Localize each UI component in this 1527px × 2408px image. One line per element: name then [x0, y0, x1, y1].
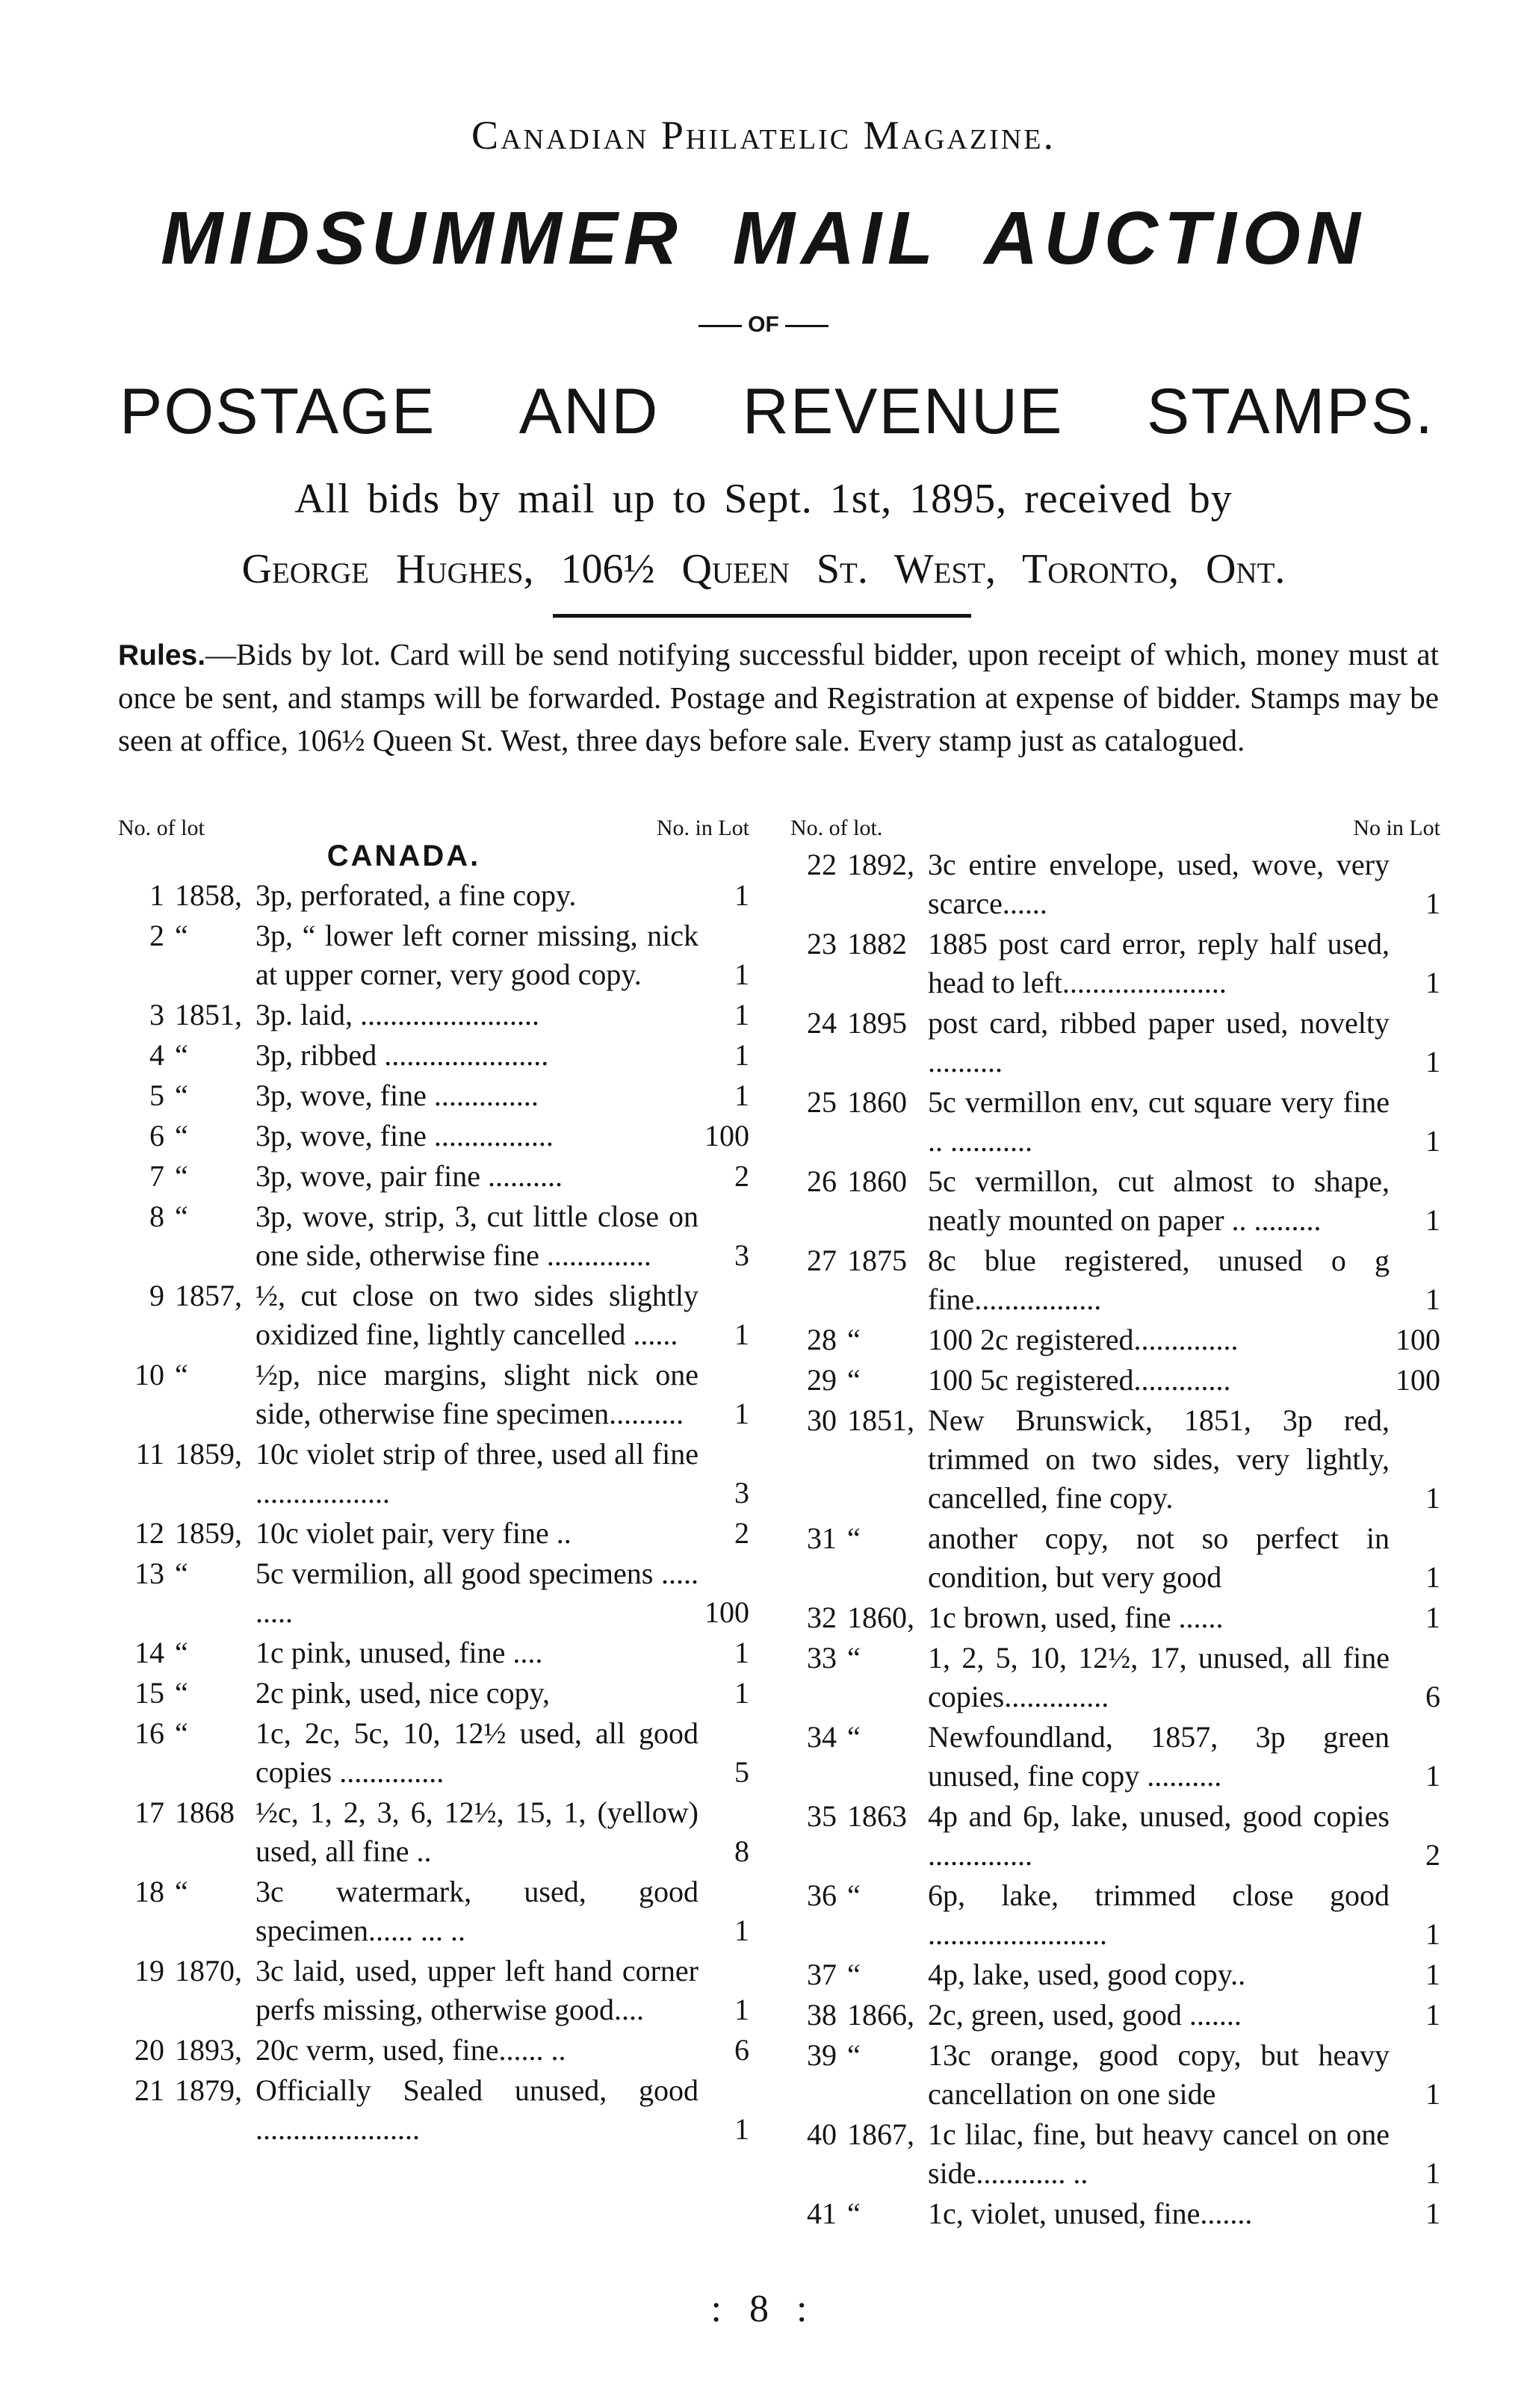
lot-quantity: 1: [1425, 2077, 1440, 2111]
lot-description: 13c orange, good copy, but heavy cancellation on one side: [928, 2038, 1390, 2111]
lot-year: “: [175, 1079, 188, 1112]
lot-description: 1, 2, 5, 10, 12½, 17, unused, all fine copies..............: [928, 1641, 1390, 1713]
lot-description: Officially Sealed unused, good ......................: [255, 2073, 699, 2146]
bids-address-line: George Hughes, 106½ Queen St. West, Toronto, Ont.: [241, 546, 1286, 592]
lot-year: “: [847, 2038, 861, 2072]
lot-year: “: [175, 1875, 188, 1908]
lot-number: 16: [134, 1716, 164, 1750]
dash-right: [785, 325, 828, 327]
lot-year: “: [175, 1716, 188, 1750]
lot-quantity: 1: [1425, 1917, 1440, 1951]
lot-row: [790, 2115, 1440, 2193]
lot-description: ½, cut close on two sides slightly oxidized fine, lightly cancelled ......: [255, 1279, 699, 1351]
lot-year: “: [847, 2197, 861, 2230]
lot-quantity: 1: [1425, 1759, 1440, 1793]
lot-description: New Brunswick, 1851, 3p red, trimmed on two sides, very lightly, cancelled, fine copy.: [928, 1403, 1390, 1515]
lot-description: 1c pink, unused, fine ....: [255, 1636, 543, 1669]
lot-description: 4p and 6p, lake, unused, good copies ..............: [928, 1799, 1390, 1872]
lot-quantity: 1: [734, 2112, 749, 2146]
lot-row: [118, 1554, 749, 1632]
lot-quantity: 1: [1425, 887, 1440, 920]
lot-year: 1879,: [175, 2073, 242, 2107]
rules-label: Rules.: [118, 639, 206, 671]
lot-row: [118, 1036, 749, 1075]
lot-quantity: 1: [734, 1993, 749, 2026]
lot-description: 3p, ribbed ......................: [255, 1038, 549, 1072]
lot-list-left: [118, 876, 749, 2149]
lot-description: 3p, perforated, a fine copy.: [255, 878, 577, 912]
lot-quantity: 100: [1396, 1323, 1440, 1356]
lot-number: 4: [149, 1038, 164, 1072]
lot-year: “: [175, 1676, 188, 1710]
lot-year: “: [175, 1119, 188, 1152]
lot-description: 5c vermilion, all good specimens ..... .....: [255, 1557, 699, 1629]
page-number: : 8 :: [710, 2288, 817, 2330]
lot-row: [790, 1162, 1440, 1240]
lot-row: [790, 1361, 1440, 1400]
lot-description: 3c entire envelope, used, wove, very scarce......: [928, 848, 1390, 920]
subhead-word: STAMPS.: [1146, 376, 1434, 447]
lot-description: 4p, lake, used, good copy..: [928, 1958, 1246, 1991]
lot-row: [790, 2194, 1440, 2233]
lot-description: 1c lilac, fine, but heavy cancel on one side............ ..: [928, 2117, 1390, 2190]
lot-number: 27: [807, 1244, 837, 1277]
lot-row: [118, 996, 749, 1034]
lot-row: [118, 1157, 749, 1196]
lot-number: 30: [807, 1403, 837, 1437]
lot-quantity: 5: [734, 1755, 749, 1789]
lot-row: [118, 2071, 749, 2149]
lot-description: 100 2c registered..............: [928, 1323, 1239, 1356]
lot-year: “: [847, 1878, 861, 1912]
lot-description: 1c, violet, unused, fine.......: [928, 2197, 1253, 2230]
of-word: OF: [748, 312, 779, 337]
lot-number: 31: [807, 1521, 837, 1555]
lot-number: 6: [149, 1119, 164, 1152]
lot-number: 21: [134, 2073, 164, 2107]
lot-year: 1870,: [175, 1954, 242, 1987]
lot-number: 8: [149, 1200, 164, 1233]
lot-quantity: 100: [1396, 1363, 1440, 1397]
lot-year: 1859,: [175, 1437, 242, 1471]
lot-quantity: 1: [734, 1079, 749, 1112]
lot-number: 15: [134, 1676, 164, 1710]
lot-list-right: [790, 845, 1440, 2233]
lot-row: [118, 1674, 749, 1713]
lot-year: “: [847, 1363, 861, 1397]
lot-row: [118, 1276, 749, 1354]
lots-column-right: [790, 816, 1440, 2235]
lot-quantity: 1: [734, 1397, 749, 1430]
auction-rules: [118, 633, 1439, 762]
lot-row: [790, 925, 1440, 1002]
lot-quantity: 2: [734, 1159, 749, 1193]
lot-number: 36: [807, 1878, 837, 1912]
lot-year: “: [175, 1200, 188, 1233]
lot-quantity: 1: [1425, 1203, 1440, 1237]
lot-description: 3c laid, used, upper left hand corner perfs missing, otherwise good....: [255, 1954, 699, 2026]
lot-description: 1885 post card error, reply half used, head to left......................: [928, 927, 1390, 999]
no-of-lot-heading: No. of lot: [118, 816, 205, 840]
lot-number: 13: [134, 1557, 164, 1590]
lot-quantity: 1: [1425, 1601, 1440, 1634]
lot-year: 1851,: [175, 998, 242, 1031]
lot-year: “: [847, 1641, 861, 1675]
lot-quantity: 1: [1425, 2197, 1440, 2230]
lot-description: 1c brown, used, fine ......: [928, 1601, 1224, 1634]
lot-year: 1866,: [847, 1998, 914, 2032]
lot-year: 1875: [847, 1244, 907, 1277]
magazine-masthead: Canadian Philatelic Magazine.: [471, 113, 1056, 158]
lot-number: 29: [807, 1363, 837, 1397]
lot-description: 5c vermillon env, cut square very fine .. ...........: [928, 1085, 1390, 1158]
lot-number: 3: [149, 998, 164, 1031]
lot-number: 40: [807, 2117, 837, 2151]
lot-description: 3p, wove, fine ..............: [255, 1079, 539, 1112]
lot-quantity: 1: [1425, 1481, 1440, 1515]
lot-quantity: 1: [734, 1318, 749, 1351]
lot-year: “: [847, 1720, 861, 1754]
lot-row: [790, 1241, 1440, 1319]
lot-year: 1882: [847, 927, 907, 961]
lot-description: 10c violet pair, very fine ..: [255, 1516, 572, 1550]
lot-row: [118, 916, 749, 994]
lot-number: 32: [807, 1601, 837, 1634]
lot-quantity: 1: [1425, 1282, 1440, 1316]
lot-row: [790, 1876, 1440, 1954]
lot-row: [118, 1514, 749, 1553]
lot-number: 9: [149, 1279, 164, 1312]
lot-number: 20: [134, 2033, 164, 2067]
no-in-lot-heading: No. in Lot: [656, 816, 749, 840]
lot-year: 1851,: [847, 1403, 914, 1437]
lot-number: 25: [807, 1085, 837, 1119]
rules-text: —Bids by lot. Card will be send notifying successful bidder, upon receipt of which, money must at once be sent, and stamps will be forwarded. Postage and Registration at expense of bidder. Stamps may be seen at office, 106½ Queen St. West, three days before sale. Every stamp just as catalogued.: [118, 637, 1439, 757]
lot-row: [118, 1714, 749, 1792]
lot-row: [790, 845, 1440, 923]
lot-description: 2c, green, used, good .......: [928, 1998, 1242, 2032]
lot-number: 18: [134, 1875, 164, 1908]
lot-year: 1858,: [175, 878, 242, 912]
lot-quantity: 1: [1425, 1045, 1440, 1079]
lot-year: 1857,: [175, 1279, 242, 1312]
lot-number: 19: [134, 1954, 164, 1987]
lot-row: [790, 1401, 1440, 1518]
lot-number: 14: [134, 1636, 164, 1669]
lot-year: “: [175, 1038, 188, 1072]
lot-description: ½p, nice margins, slight nick one side, otherwise fine specimen..........: [255, 1358, 699, 1430]
lot-row: [118, 1117, 749, 1155]
lot-row: [790, 1639, 1440, 1716]
auction-subhead: [120, 375, 1434, 449]
lot-year: “: [175, 1636, 188, 1669]
lot-number: 35: [807, 1799, 837, 1833]
lot-description: 20c verm, used, fine...... ..: [255, 2033, 566, 2067]
lot-quantity: 100: [704, 1119, 749, 1152]
lot-number: 38: [807, 1998, 837, 2032]
lot-quantity: 1: [734, 1038, 749, 1072]
lot-row: [118, 1076, 749, 1115]
lot-row: [790, 1797, 1440, 1875]
lot-row: [118, 2031, 749, 2070]
lot-year: “: [175, 919, 188, 952]
lot-row: [790, 1955, 1440, 1994]
lot-row: [790, 2036, 1440, 2114]
lot-year: 1893,: [175, 2033, 242, 2067]
lot-number: 7: [149, 1159, 164, 1193]
lot-number: 26: [807, 1164, 837, 1198]
lot-number: 41: [807, 2197, 837, 2230]
lot-quantity: 6: [734, 2033, 749, 2067]
lot-description: 3p. laid, ........................: [255, 998, 539, 1031]
lot-year: “: [847, 1323, 861, 1356]
no-in-lot-heading: No in Lot: [1353, 816, 1440, 840]
lot-number: 33: [807, 1641, 837, 1675]
lot-row: [118, 1952, 749, 2029]
lot-row: [790, 1519, 1440, 1597]
lot-year: 1892,: [847, 848, 914, 881]
lot-description: 100 5c registered.............: [928, 1363, 1231, 1397]
lot-quantity: 1: [734, 998, 749, 1031]
lot-number: 24: [807, 1006, 837, 1040]
lot-row: [118, 1793, 749, 1871]
lot-year: “: [847, 1521, 861, 1555]
lot-quantity: 2: [1425, 1838, 1440, 1872]
lot-number: 37: [807, 1958, 837, 1991]
lot-quantity: 1: [734, 1676, 749, 1710]
lot-description: 5c vermillon, cut almost to shape, neatly mounted on paper .. .........: [928, 1164, 1390, 1237]
lot-number: 1: [149, 878, 164, 912]
lot-description: 10c violet strip of three, used all fine ..................: [255, 1437, 699, 1509]
lot-number: 39: [807, 2038, 837, 2072]
lot-description: 6p, lake, trimmed close good ........................: [928, 1878, 1390, 1951]
lot-quantity: 1: [734, 878, 749, 912]
lot-row: [118, 1633, 749, 1672]
lot-number: 12: [134, 1516, 164, 1550]
lot-quantity: 1: [1425, 1958, 1440, 1991]
lot-year: 1863: [847, 1799, 907, 1833]
lot-number: 28: [807, 1323, 837, 1356]
lot-year: “: [175, 1557, 188, 1590]
subhead-word: AND: [518, 376, 660, 447]
lot-description: 3p, “ lower left corner missing, nick at upper corner, very good copy.: [255, 919, 699, 991]
lot-number: 23: [807, 927, 837, 961]
lot-quantity: 1: [734, 1914, 749, 1947]
lot-quantity: 2: [734, 1516, 749, 1550]
section-title: CANADA.: [326, 840, 481, 872]
subhead-word: POSTAGE: [120, 376, 436, 447]
lot-year: “: [175, 1358, 188, 1391]
lot-quantity: 1: [1425, 2156, 1440, 2190]
lots-column-left: [118, 816, 749, 2150]
lot-row: [790, 1996, 1440, 2035]
bids-deadline-line: All bids by mail up to Sept. 1st, 1895, received by: [294, 476, 1233, 522]
lot-number: 10: [134, 1358, 164, 1391]
lot-number: 34: [807, 1720, 837, 1754]
lot-description: post card, ribbed paper used, novelty ..........: [928, 1006, 1390, 1079]
lot-description: 3c watermark, used, good specimen...... ... ..: [255, 1875, 699, 1947]
lot-row: [118, 876, 749, 915]
lot-description: 8c blue registered, unused o g fine.................: [928, 1244, 1390, 1316]
lot-description: 1c, 2c, 5c, 10, 12½ used, all good copies ..............: [255, 1716, 699, 1789]
lot-quantity: 3: [734, 1238, 749, 1272]
lot-year: 1867,: [847, 2117, 914, 2151]
lot-number: 2: [149, 919, 164, 952]
of-connector: [0, 312, 1527, 338]
lot-quantity: 1: [734, 958, 749, 991]
lot-row: [790, 1718, 1440, 1796]
lot-quantity: 1: [1425, 1998, 1440, 2032]
lot-quantity: 100: [704, 1595, 749, 1629]
lot-year: 1860: [847, 1164, 907, 1198]
lot-quantity: 1: [1425, 966, 1440, 999]
column-header: [790, 816, 1440, 845]
lot-year: 1895: [847, 1006, 907, 1040]
divider-rule: [553, 614, 971, 618]
lot-description: 3p, wove, pair fine ..........: [255, 1159, 563, 1193]
auction-headline: MIDSUMMER MAIL AUCTION: [161, 196, 1366, 280]
lot-description: 3p, wove, fine ................: [255, 1119, 554, 1152]
lot-description: another copy, not so perfect in condition, but very good: [928, 1521, 1390, 1594]
lot-row: [118, 1872, 749, 1950]
lot-year: “: [847, 1958, 861, 1991]
no-of-lot-heading: No. of lot.: [790, 816, 883, 840]
lot-year: 1860: [847, 1085, 907, 1119]
lot-quantity: 6: [1425, 1680, 1440, 1713]
lot-year: “: [175, 1159, 188, 1193]
lot-description: 2c pink, used, nice copy,: [255, 1676, 550, 1710]
lot-description: 3p, wove, strip, 3, cut little close on one side, otherwise fine ..............: [255, 1200, 699, 1272]
lot-description: ½c, 1, 2, 3, 6, 12½, 15, 1, (yellow) used, all fine ..: [255, 1796, 699, 1868]
lot-year: 1860,: [847, 1601, 914, 1634]
lot-number: 17: [134, 1796, 164, 1829]
lot-row: [790, 1321, 1440, 1359]
lot-row: [118, 1356, 749, 1433]
lot-number: 22: [807, 848, 837, 881]
subhead-word: REVENUE: [742, 376, 1064, 447]
dash-left: [699, 325, 742, 327]
lot-quantity: 1: [734, 1636, 749, 1669]
lot-quantity: 1: [1425, 1560, 1440, 1594]
lot-quantity: 1: [1425, 1124, 1440, 1158]
lot-quantity: 8: [734, 1834, 749, 1868]
lot-row: [790, 1004, 1440, 1082]
lot-number: 11: [135, 1437, 164, 1471]
lot-description: Newfoundland, 1857, 3p green unused, fine copy ..........: [928, 1720, 1390, 1793]
lot-quantity: 3: [734, 1476, 749, 1509]
lot-row: [118, 1197, 749, 1275]
lot-number: 5: [149, 1079, 164, 1112]
lot-row: [118, 1435, 749, 1512]
lot-year: 1868: [175, 1796, 235, 1829]
lot-row: [790, 1598, 1440, 1637]
lot-row: [790, 1083, 1440, 1161]
lot-year: 1859,: [175, 1516, 242, 1550]
